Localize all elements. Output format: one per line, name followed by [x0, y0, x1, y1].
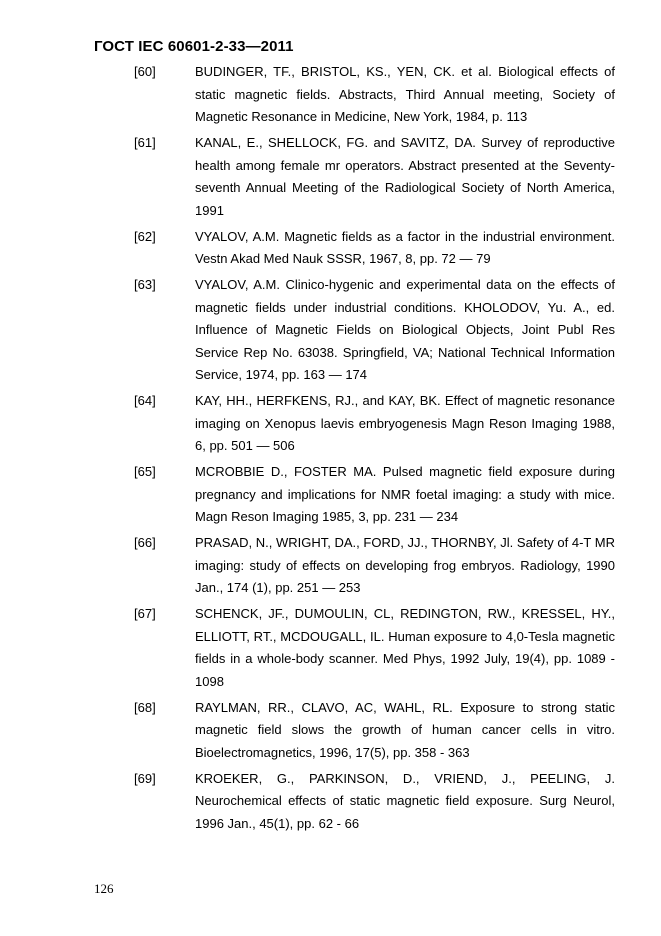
reference-item	[134, 226, 615, 271]
reference-text: VYALOV, A.M. Clinico-hygenic and experimental data on the effects of magnetic fields under industrial conditions. KHOLODOV, Yu. A., ed. Influence of Magnetic Fields on Biological Objects, Joint Publ Res Service Rep No. 63038. Springfield, VA; National Technical Information Service, 1974, pp. 163 — 174	[195, 277, 615, 382]
reference-item	[134, 768, 615, 836]
reference-number: [62]	[134, 228, 156, 244]
reference-number: [65]	[134, 464, 156, 479]
reference-text: VYALOV, A.M. Magnetic fields as a factor in the industrial environment. Vestn Akad Med Nauk SSSR, 1967, 8, pp. 72 — 79	[195, 228, 615, 266]
reference-number: [60]	[134, 64, 156, 79]
reference-item	[134, 132, 615, 222]
reference-text: KAY, HH., HERFKENS, RJ., and KAY, BK. Effect of magnetic resonance imaging on Xenopus laevis embryogenesis Magn Reson Imaging 1988, 6, pp. 501 — 506	[195, 393, 615, 453]
reference-number: [63]	[134, 277, 156, 292]
reference-item	[134, 461, 615, 529]
reference-text: MCROBBIE D., FOSTER MA. Pulsed magnetic field exposure during pregnancy and implications for NMR foetal imaging: a study with mice. Magn Reson Imaging 1985, 3, pp. 231 — 234	[195, 464, 615, 524]
reference-number: [66]	[134, 535, 156, 550]
reference-text: KROEKER, G., PARKINSON, D., VRIEND, J., PEELING, J. Neurochemical effects of static magnetic field exposure. Surg Neurol, 1996 Jan., 45(1), pp. 62 - 66	[195, 770, 615, 831]
reference-text: SCHENCK, JF., DUMOULIN, CL, REDINGTON, RW., KRESSEL, HY., ELLIOTT, RT., MCDOUGALL, IL. Human exposure to 4,0-Tesla magnetic fields in a whole-body scanner. Med Phys, 1992 July, 19(4), pp. 1089 - 1098	[195, 606, 615, 689]
reference-text: KANAL, E., SHELLOCK, FG. and SAVITZ, DA. Survey of reproductive health among female mr operators. Abstract presented at the Seventy-seventh Annual Meeting of the Radiological Society of North America, 1991	[195, 135, 615, 218]
reference-text: RAYLMAN, RR., CLAVO, AC, WAHL, RL. Exposure to strong static magnetic field slows the growth of human cancer cells in vitro. Bioelectromagnetics, 1996, 17(5), pp. 358 - 363	[195, 699, 615, 760]
document-header: ГОСТ IEC 60601-2-33—2011	[94, 38, 294, 55]
reference-item	[134, 697, 615, 765]
reference-item	[134, 274, 615, 387]
reference-text: PRASAD, N., WRIGHT, DA., FORD, JJ., THORNBY, Jl. Safety of 4-T MR imaging: study of effects on developing frog embryos. Radiology, 1990 Jan., 174 (1), pp. 251 — 253	[195, 535, 615, 595]
reference-item	[134, 61, 615, 129]
reference-item	[134, 532, 615, 600]
reference-number: [68]	[134, 699, 156, 715]
reference-list	[134, 61, 615, 839]
reference-number: [64]	[134, 393, 156, 408]
reference-number: [69]	[134, 770, 156, 786]
reference-number: [61]	[134, 135, 156, 150]
reference-item	[134, 603, 615, 693]
reference-text: BUDINGER, TF., BRISTOL, KS., YEN, CK. et al. Biological effects of static magnetic fields. Abstracts, Third Annual meeting, Society of Magnetic Resonance in Medicine, New York, 1984, p. 113	[195, 64, 615, 124]
reference-number: [67]	[134, 606, 156, 621]
reference-item	[134, 390, 615, 458]
page-number: 126	[94, 881, 114, 896]
